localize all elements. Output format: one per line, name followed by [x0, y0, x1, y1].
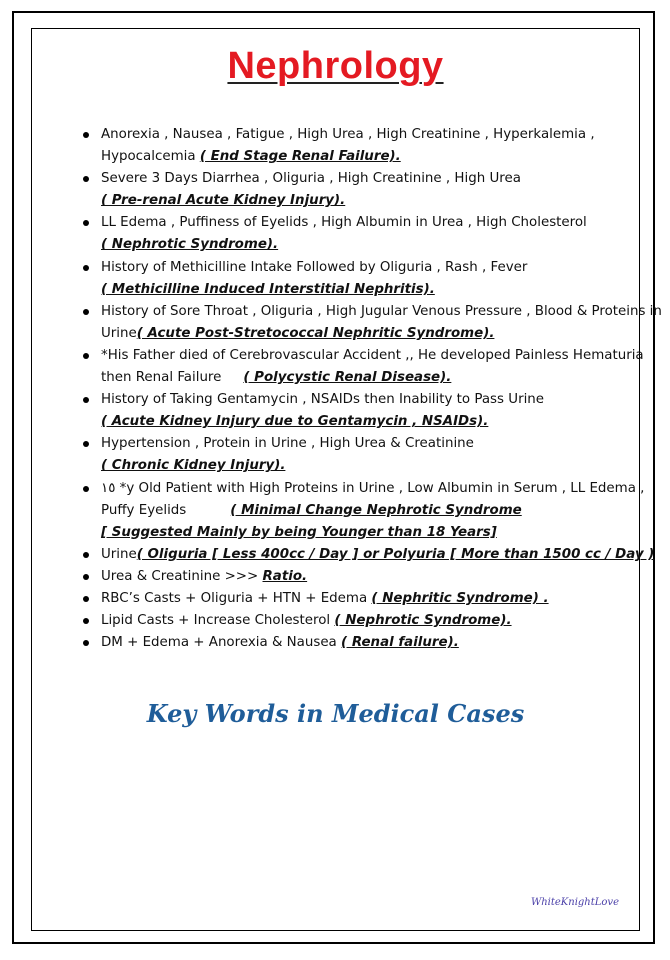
- list-item: [68, 588, 668, 610]
- list-item: [68, 345, 668, 389]
- findings-text: Urea & Creatinine >>>: [101, 568, 263, 584]
- findings-text: ١٥ *y Old Patient with High Proteins in Urine , Low Albumin in Serum , LL Edema ,: [101, 480, 645, 496]
- page-title: Nephrology: [227, 45, 444, 87]
- findings-text: History of Sore Throat , Oliguria , High Jugular Venous Pressure , Blood & Proteins in: [101, 303, 662, 319]
- findings-text: Urine: [101, 325, 137, 341]
- diagnosis-text: ( End Stage Renal Failure).: [199, 149, 401, 165]
- diagnosis-text: ( Minimal Change Nephrotic Syndrome: [230, 502, 522, 518]
- diagnosis-text: ( Acute Post-Stretococcal Nephritic Syndrome).: [136, 325, 495, 341]
- list-item: [68, 566, 668, 588]
- case-keyword-list: [68, 124, 668, 654]
- list-item: [68, 124, 668, 168]
- diagnosis-text: ( Nephritic Syndrome) .: [371, 590, 549, 606]
- list-item: [68, 610, 668, 632]
- diagnosis-text: ( Nephrotic Syndrome).: [101, 237, 279, 253]
- findings-text: Anorexia , Nausea , Fatigue , High Urea , High Creatinine , Hyperkalemia ,: [101, 127, 595, 142]
- findings-text: Urine: [101, 546, 137, 562]
- subtitle: Key Words in Medical Cases: [146, 699, 525, 728]
- list-item: [68, 257, 668, 301]
- findings-text: RBC’s Casts + Oliguria + HTN + Edema: [101, 590, 372, 606]
- list-item: [68, 168, 668, 212]
- author-signature: WhiteKnightLove: [530, 897, 619, 908]
- findings-text: DM + Edema + Anorexia & Nausea: [101, 635, 342, 651]
- list-item: [68, 212, 668, 256]
- findings-text: History of Methicilline Intake Followed by Oliguria , Rash , Fever: [101, 259, 528, 275]
- diagnosis-text: ( Methicilline Induced Interstitial Nephritis).: [101, 281, 435, 297]
- diagnosis-text: ( Oliguria [ Less 400cc / Day ] or Polyuria [ More than 1500 cc / Day ): [136, 546, 655, 562]
- findings-text: *His Father died of Cerebrovascular Accident ,, He developed Painless Hematuria: [101, 347, 644, 363]
- findings-text: Lipid Casts + Increase Cholesterol: [101, 613, 335, 629]
- list-item: [68, 301, 668, 345]
- list-item: [68, 389, 668, 433]
- list-item: [68, 433, 668, 477]
- findings-text: Hypertension , Protein in Urine , High Urea & Creatinine: [101, 436, 474, 452]
- diagnosis-text: ( Chronic Kidney Injury).: [101, 458, 286, 474]
- findings-text: Severe 3 Days Diarrhea , Oliguria , High Creatinine , High Urea: [101, 171, 521, 187]
- findings-text: Puffy Eyelids: [101, 502, 187, 518]
- diagnosis-text: [ Suggested Mainly by being Younger than 18 Years]: [101, 524, 497, 540]
- diagnosis-text: Ratio.: [262, 568, 308, 584]
- page-border-outer: [12, 11, 662, 944]
- diagnosis-text: ( Polycystic Renal Disease).: [243, 370, 452, 386]
- findings-text: History of Taking Gentamycin , NSAIDs then Inability to Pass Urine: [101, 392, 545, 408]
- diagnosis-text: ( Acute Kidney Injury due to Gentamycin , NSAIDs).: [101, 414, 489, 430]
- findings-text: then Renal Failure: [101, 370, 222, 386]
- page-border-inner: [31, 28, 662, 931]
- diagnosis-text: ( Nephrotic Syndrome).: [334, 613, 512, 629]
- findings-text: LL Edema , Puffiness of Eyelids , High Albumin in Urea , High Cholesterol: [101, 215, 587, 231]
- diagnosis-text: ( Renal failure).: [341, 635, 459, 651]
- findings-text: Hypocalcemia: [101, 149, 200, 165]
- list-item: [68, 632, 668, 654]
- list-item: [68, 478, 668, 544]
- list-item: [68, 544, 668, 566]
- diagnosis-text: ( Pre-renal Acute Kidney Injury).: [101, 193, 346, 209]
